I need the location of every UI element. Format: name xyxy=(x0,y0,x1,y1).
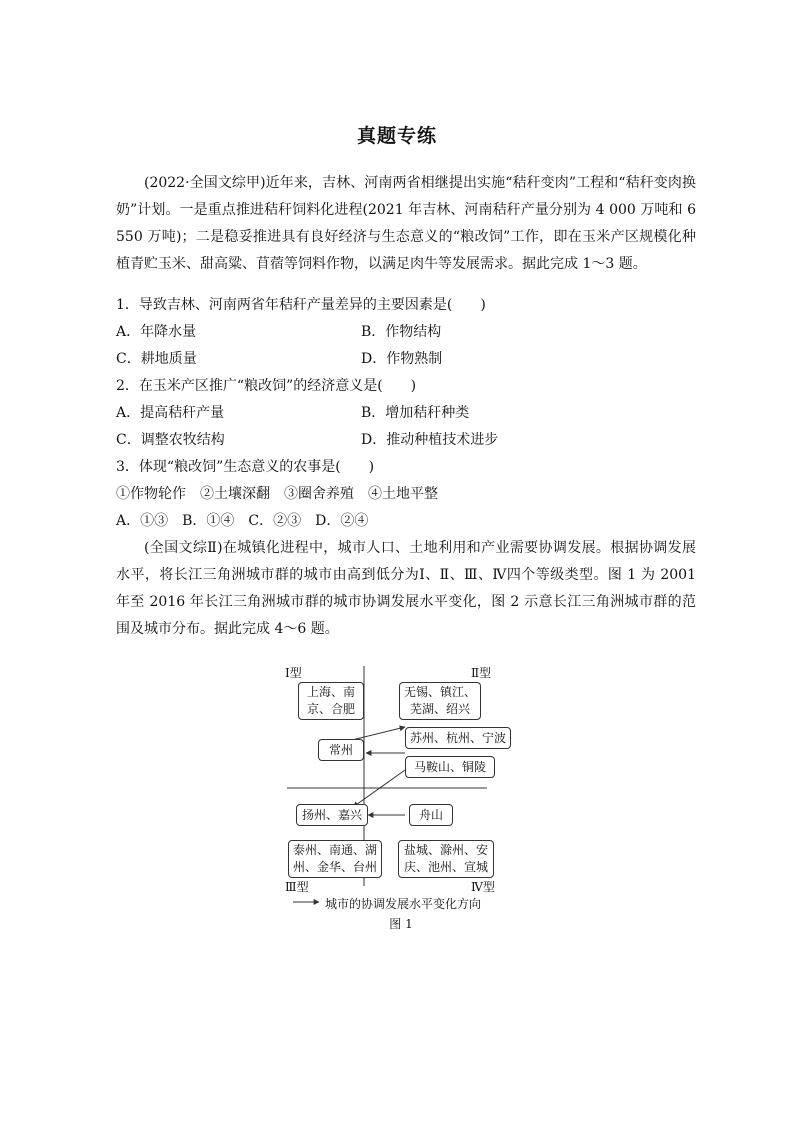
question-2-option-b: B．增加秸秆种类 xyxy=(361,405,470,421)
figure-1 xyxy=(281,662,521,938)
question-3-items: ①作物轮作 ②土壤深翻 ③圈舍养殖 ④土地平整 xyxy=(116,486,438,502)
question-1-option-a: A．年降水量 xyxy=(116,324,197,340)
figure-legend: 城市的协调发展水平变化方向 xyxy=(325,897,482,911)
question-2-stem: 2．在玉米产区推广“粮改饲”的经济意义是( ) xyxy=(116,378,417,394)
question-1-stem: 1．导致吉林、河南两省年秸秆产量差异的主要因素是( ) xyxy=(116,297,486,313)
question-2-option-c: C．调整农牧结构 xyxy=(116,432,225,448)
type-2-label: Ⅱ型 xyxy=(471,666,492,680)
question-2-option-d: D．推动种植技术进步 xyxy=(361,432,499,448)
box-changzhou: 常州 xyxy=(318,739,364,761)
question-3-options: A．①③ B．①④ C．②③ D．②④ xyxy=(116,513,369,529)
figure-caption: 图 1 xyxy=(389,917,413,931)
box-yangzhou-jiaxing: 扬州、嘉兴 xyxy=(296,804,368,826)
type-3-label: Ⅲ型 xyxy=(285,880,309,894)
type-1-label: Ⅰ型 xyxy=(285,666,302,680)
box-shanghai-nanjing-hefei: 上海、南京、合肥 xyxy=(298,682,364,720)
box-yancheng-chuzhou-anqing-chizhou-xuancheng: 盐城、滁州、安庆、池州、宣城 xyxy=(398,840,494,878)
question-1-option-d: D．作物熟制 xyxy=(361,351,443,367)
question-2-option-a: A．提高秸秆产量 xyxy=(116,405,225,421)
type-4-label: Ⅳ型 xyxy=(471,880,495,894)
passage-2: (全国文综Ⅱ)在城镇化进程中，城市人口、土地利用和产业需要协调发展。根据协调发展水平，将长江三角洲城市群的城市由高到低分为Ⅰ、Ⅱ、Ⅲ、Ⅳ四个等级类型。图 1 为 2001 年至 2016 年长江三角洲城市群的城市协调发展水平变化，图 2 示意长江三角洲城市群的范围及城市分布。据此完成 4～6 题。 xyxy=(116,540,696,637)
passage-1: (2022·全国文综甲)近年来，吉林、河南两省相继提出实施“秸秆变肉”工程和“秸秆变肉换奶”计划。一是重点推进秸秆饲料化进程(2021 年吉林、河南秸秆产量分别为 4 000 万吨和 6 550 万吨)；二是稳妥推进具有良好经济与生态意义的“粮改饲”工作，即在玉米产区规模化种植青贮玉米、甜高粱、苜蓿等饲料作物，以满足肉牛等发展需求。据此完成 1～3 题。 xyxy=(116,175,696,272)
box-zhoushan: 舟山 xyxy=(409,804,453,826)
question-1-option-c: C．耕地质量 xyxy=(116,351,197,367)
question-3-stem: 3．体现“粮改饲”生态意义的农事是( ) xyxy=(116,459,375,475)
box-wuxi-zhenjiang-wuhu-shaoxing: 无锡、镇江、芜湖、绍兴 xyxy=(399,682,481,720)
box-maanshan-tongling: 马鞍山、铜陵 xyxy=(405,756,495,778)
page-title: 真题专练 xyxy=(356,125,437,147)
question-1-option-b: B．作物结构 xyxy=(361,324,442,340)
box-suzhou-hangzhou-ningbo: 苏州、杭州、宁波 xyxy=(405,727,511,749)
box-taizhou-nantong-huzhou-jinhua-taizhou: 泰州、南通、湖州、金华、台州 xyxy=(288,840,382,878)
